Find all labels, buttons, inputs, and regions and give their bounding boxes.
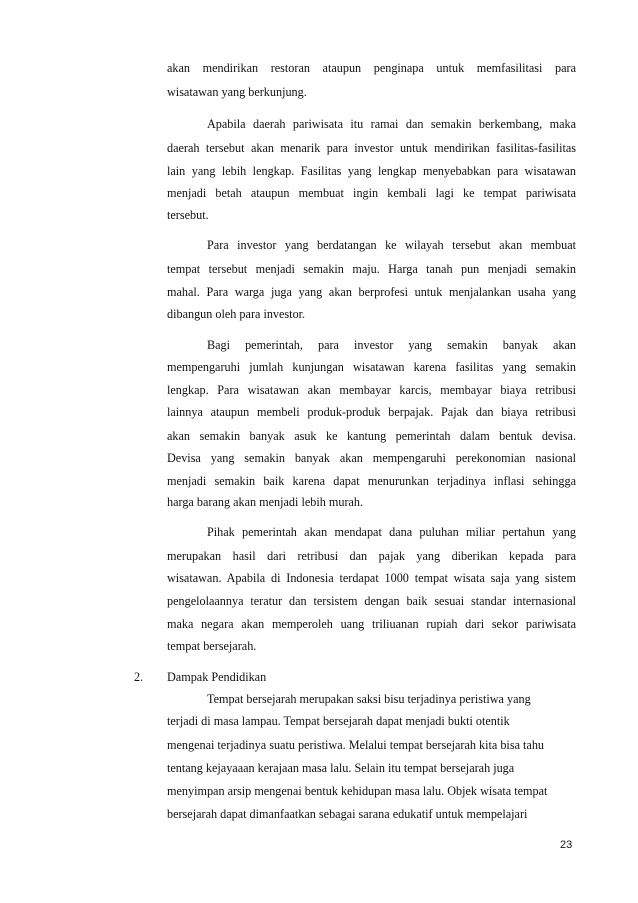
body-line: daerah tersebut akan menarik para investor untuk mendirikan fasilitas-fasilitas: [167, 141, 576, 155]
body-line: terjadi di masa lampau. Tempat bersejarah dapat menjadi bukti otentik: [167, 714, 510, 728]
body-line: Bagi pemerintah, para investor yang semakin banyak akan: [207, 338, 576, 352]
body-line: menjadi betah ataupun membuat ingin kembali lagi ke tempat pariwisata: [167, 186, 576, 200]
body-line: akan semakin banyak asuk ke kantung pemerintah dalam bentuk devisa.: [167, 429, 576, 443]
body-line: Para investor yang berdatangan ke wilayah tersebut akan membuat: [207, 238, 576, 252]
body-line: lengkap. Para wisatawan akan membayar karcis, membayar biaya retribusi: [167, 383, 576, 397]
body-line: akan mendirikan restoran ataupun penginapa untuk memfasilitasi para: [167, 61, 576, 75]
body-line: Apabila daerah pariwisata itu ramai dan semakin berkembang, maka: [207, 117, 576, 131]
body-line: wisatawan. Apabila di Indonesia terdapat 1000 tempat wisata saja yang sistem: [167, 571, 576, 585]
body-line: mahal. Para warga juga yang akan berprofesi untuk menjalankan usaha yang: [167, 285, 576, 299]
body-line: menyimpan arsip mengenai bentuk kehidupan masa lalu. Objek wisata tempat: [167, 784, 548, 798]
section-heading: Dampak Pendidikan: [167, 670, 267, 684]
body-line: lainnya ataupun membeli produk-produk berpajak. Pajak dan biaya retribusi: [167, 405, 576, 419]
page-number: 23: [560, 839, 573, 851]
body-line: Tempat bersejarah merupakan saksi bisu terjadinya peristiwa yang: [207, 692, 531, 706]
body-line: menjadi semakin baik karena dapat menurunkan terjadinya inflasi sehingga: [167, 474, 576, 488]
body-line: merupakan hasil dari retribusi dan pajak yang diberikan kepada para: [167, 549, 576, 563]
body-line: dibangun oleh para investor.: [167, 307, 306, 321]
body-line: tentang kejayaaan kerajaan masa lalu. Selain itu tempat bersejarah juga: [167, 761, 515, 775]
body-line: mengenai terjadinya suatu peristiwa. Melalui tempat bersejarah kita bisa tahu: [167, 738, 545, 752]
body-line: tempat bersejarah.: [167, 639, 257, 653]
body-line: bersejarah dapat dimanfaatkan sebagai sarana edukatif untuk mempelajari: [167, 807, 528, 821]
body-line: tempat tersebut menjadi semakin maju. Harga tanah pun menjadi semakin: [167, 262, 576, 276]
body-line: wisatawan yang berkunjung.: [167, 85, 307, 99]
body-line: lain yang lebih lengkap. Fasilitas yang lengkap menyebabkan para wisatawan: [167, 164, 576, 178]
body-line: Pihak pemerintah akan mendapat dana puluhan miliar pertahun yang: [207, 525, 576, 539]
body-line: tersebut.: [167, 208, 209, 222]
body-line: pengelolaannya teratur dan tersistem dengan baik sesuai standar internasional: [167, 594, 576, 608]
body-line: mempengaruhi jumlah kunjungan wisatawan karena fasilitas yang semakin: [167, 360, 576, 374]
body-line: Devisa yang semakin banyak akan mempengaruhi perekonomian nasional: [167, 451, 576, 465]
section-number: 2.: [134, 670, 144, 684]
body-line: maka negara akan memperoleh uang triliuanan rupiah dari sekor pariwisata: [167, 617, 576, 631]
body-line: harga barang akan menjadi lebih murah.: [167, 495, 364, 509]
